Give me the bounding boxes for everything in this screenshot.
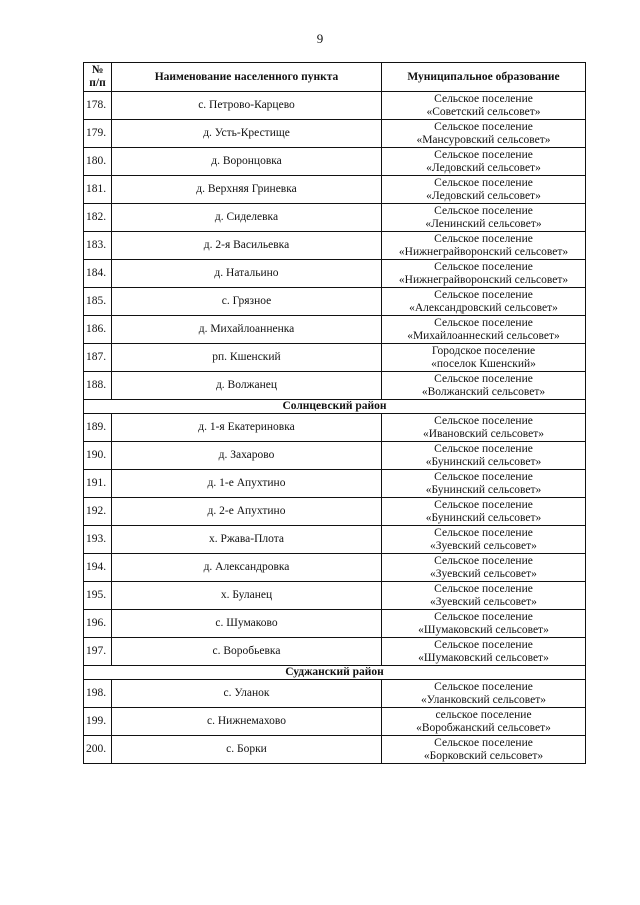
table-body [84, 92, 586, 764]
row-number: 178. [84, 92, 112, 120]
settlement-name: д. Натальино [112, 260, 382, 288]
municipality-cell [382, 92, 586, 120]
row-number: 199. [84, 708, 112, 736]
municipality-cell [382, 554, 586, 582]
municipality-cell [382, 736, 586, 764]
table-row [84, 526, 586, 554]
district-row [84, 400, 586, 414]
municipality-type: Сельское поселение [434, 176, 533, 189]
settlement-name: д. 2-е Апухтино [112, 498, 382, 526]
municipality-type: Сельское поселение [434, 288, 533, 301]
municipality-type: сельское поселение [435, 708, 532, 721]
row-number: 179. [84, 120, 112, 148]
table-row [84, 344, 586, 372]
municipality-type: Сельское поселение [434, 442, 533, 455]
settlement-name: д. Михайлоанненка [112, 316, 382, 344]
table-row [84, 120, 586, 148]
table-row [84, 610, 586, 638]
settlement-name: с. Петрово-Карцево [112, 92, 382, 120]
municipality-type: Сельское поселение [434, 498, 533, 511]
municipality-type: Сельское поселение [434, 204, 533, 217]
row-number: 195. [84, 582, 112, 610]
municipality-cell [382, 148, 586, 176]
municipality-type: Городское поселение [431, 344, 536, 357]
row-number: 198. [84, 680, 112, 708]
municipality-name: «Михайлоаннеский сельсовет» [407, 329, 560, 342]
settlement-name: д. Сиделевка [112, 204, 382, 232]
row-number: 184. [84, 260, 112, 288]
settlement-name: х. Ржава-Плота [112, 526, 382, 554]
table-row [84, 148, 586, 176]
municipality-name: «Нижнеграйворонский сельсовет» [398, 245, 569, 258]
municipality-name: «Бунинский сельсовет» [425, 455, 542, 468]
district-name: Суджанский район [84, 666, 586, 680]
municipality-name: «Бунинский сельсовет» [425, 511, 542, 524]
municipality-cell [382, 316, 586, 344]
table-row [84, 260, 586, 288]
table-row [84, 470, 586, 498]
municipality-name: «Зуевский сельсовет» [430, 539, 537, 552]
municipality-name: «Шумаковский сельсовет» [418, 623, 549, 636]
municipality-cell [382, 120, 586, 148]
table-row [84, 554, 586, 582]
column-header-number [84, 63, 112, 92]
settlement-name: д. Захарово [112, 442, 382, 470]
municipality-cell [382, 708, 586, 736]
column-header-number-line2: п/п [89, 77, 106, 89]
settlement-name: с. Нижнемахово [112, 708, 382, 736]
municipality-type: Сельское поселение [434, 526, 533, 539]
table-row [84, 680, 586, 708]
table-row [84, 708, 586, 736]
row-number: 185. [84, 288, 112, 316]
row-number: 192. [84, 498, 112, 526]
municipality-cell [382, 470, 586, 498]
municipality-cell [382, 414, 586, 442]
municipality-name: «Бунинский сельсовет» [425, 483, 542, 496]
row-number: 183. [84, 232, 112, 260]
page-number: 9 [316, 31, 324, 46]
municipality-type: Сельское поселение [434, 120, 533, 133]
table-row [84, 92, 586, 120]
table-row [84, 316, 586, 344]
settlements-table [83, 62, 586, 764]
table-row [84, 176, 586, 204]
municipality-type: Сельское поселение [434, 260, 533, 273]
municipality-cell [382, 638, 586, 666]
row-number: 191. [84, 470, 112, 498]
municipality-cell [382, 232, 586, 260]
municipality-type: Сельское поселение [434, 470, 533, 483]
municipality-type: Сельское поселение [434, 638, 533, 651]
municipality-name: «Ледовский сельсовет» [426, 161, 541, 174]
municipality-cell [382, 442, 586, 470]
municipality-name: «Борковский сельсовет» [423, 749, 544, 762]
table-row [84, 232, 586, 260]
table-row [84, 372, 586, 400]
settlement-name: д. Волжанец [112, 372, 382, 400]
municipality-type: Сельское поселение [434, 582, 533, 595]
municipality-cell [382, 610, 586, 638]
settlement-name: д. Верхняя Гриневка [112, 176, 382, 204]
municipality-cell [382, 582, 586, 610]
row-number: 197. [84, 638, 112, 666]
municipality-type: Сельское поселение [434, 148, 533, 161]
settlement-name: рп. Кшенский [112, 344, 382, 372]
table-row [84, 442, 586, 470]
row-number: 189. [84, 414, 112, 442]
table-row [84, 582, 586, 610]
municipality-type: Сельское поселение [434, 232, 533, 245]
row-number: 182. [84, 204, 112, 232]
row-number: 181. [84, 176, 112, 204]
row-number: 200. [84, 736, 112, 764]
settlement-name: с. Борки [112, 736, 382, 764]
column-header-settlement: Наименование населенного пункта [112, 63, 382, 92]
row-number: 188. [84, 372, 112, 400]
municipality-type: Сельское поселение [434, 92, 533, 105]
row-number: 187. [84, 344, 112, 372]
municipality-name: «Александровский сельсовет» [409, 301, 558, 314]
municipality-name: «поселок Кшенский» [431, 357, 536, 370]
settlement-name: с. Уланок [112, 680, 382, 708]
municipality-name: «Зуевский сельсовет» [430, 595, 537, 608]
municipality-cell [382, 344, 586, 372]
settlement-name: с. Воробьевка [112, 638, 382, 666]
settlement-name: д. 1-е Апухтино [112, 470, 382, 498]
municipality-name: «Волжанский сельсовет» [421, 385, 546, 398]
column-header-number-line1: № [91, 64, 104, 76]
municipality-type: Сельское поселение [434, 316, 533, 329]
table-row [84, 498, 586, 526]
settlement-name: х. Буланец [112, 582, 382, 610]
row-number: 186. [84, 316, 112, 344]
table-row [84, 414, 586, 442]
municipality-cell [382, 176, 586, 204]
settlement-name: с. Грязное [112, 288, 382, 316]
municipality-name: «Ленинский сельсовет» [425, 217, 542, 230]
municipality-name: «Нижнеграйворонский сельсовет» [398, 273, 569, 286]
district-name: Солнцевский район [84, 400, 586, 414]
settlement-name: д. Усть-Крестище [112, 120, 382, 148]
municipality-name: «Воробжанский сельсовет» [416, 721, 551, 734]
municipality-cell [382, 204, 586, 232]
municipality-name: «Зуевский сельсовет» [430, 567, 537, 580]
municipality-type: Сельское поселение [434, 554, 533, 567]
row-number: 190. [84, 442, 112, 470]
table-header-row [84, 63, 586, 92]
table-row [84, 736, 586, 764]
table-row [84, 204, 586, 232]
municipality-cell [382, 372, 586, 400]
municipality-cell [382, 526, 586, 554]
municipality-name: «Советский сельсовет» [426, 105, 541, 118]
district-row [84, 666, 586, 680]
table-row [84, 288, 586, 316]
municipality-name: «Ледовский сельсовет» [426, 189, 541, 202]
municipality-cell [382, 498, 586, 526]
table-row [84, 638, 586, 666]
municipality-cell [382, 288, 586, 316]
settlement-name: д. 1-я Екатериновка [112, 414, 382, 442]
municipality-cell [382, 680, 586, 708]
row-number: 193. [84, 526, 112, 554]
row-number: 194. [84, 554, 112, 582]
row-number: 180. [84, 148, 112, 176]
row-number: 196. [84, 610, 112, 638]
municipality-name: «Шумаковский сельсовет» [418, 651, 549, 664]
settlement-name: д. 2-я Васильевка [112, 232, 382, 260]
settlement-name: д. Воронцовка [112, 148, 382, 176]
municipality-name: «Мансуровский сельсовет» [416, 133, 551, 146]
settlement-name: с. Шумаково [112, 610, 382, 638]
municipality-name: «Уланковский сельсовет» [420, 693, 546, 706]
municipality-type: Сельское поселение [434, 680, 533, 693]
municipality-type: Сельское поселение [434, 736, 533, 749]
municipality-name: «Ивановский сельсовет» [422, 427, 544, 440]
settlement-name: д. Александровка [112, 554, 382, 582]
municipality-cell [382, 260, 586, 288]
municipality-type: Сельское поселение [434, 372, 533, 385]
municipality-type: Сельское поселение [434, 414, 533, 427]
municipality-type: Сельское поселение [434, 610, 533, 623]
column-header-municipality: Муниципальное образование [382, 63, 586, 92]
